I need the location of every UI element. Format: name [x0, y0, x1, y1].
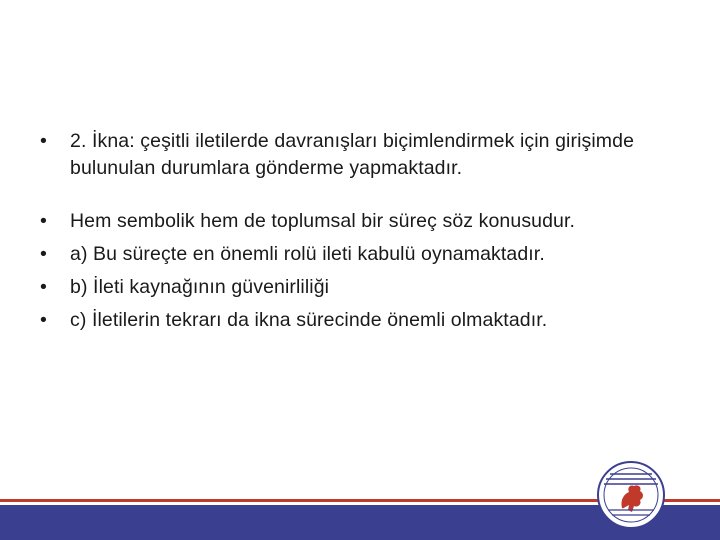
bullet-item [40, 274, 680, 301]
bullet-dot: • [40, 130, 47, 152]
bullet-dot: • [40, 243, 47, 265]
bullet-text: a) Bu süreçte en önemli rolü ileti kabulü oynamaktadır. [70, 243, 545, 265]
bullet-item [40, 128, 680, 182]
bullet-group-1 [40, 128, 680, 182]
university-seal-icon [596, 460, 666, 530]
bullet-item [40, 307, 680, 334]
bullet-text: Hem sembolik hem de toplumsal bir süreç söz konusudur. [70, 210, 576, 232]
bullet-text: b) İleti kaynağının güvenirliliği [70, 276, 330, 298]
bullet-group-2 [40, 208, 680, 334]
bullet-item [40, 208, 680, 235]
bullet-dot: • [40, 276, 47, 298]
bullet-item [40, 241, 680, 268]
bullet-dot: • [40, 309, 47, 331]
bullet-text: 2. İkna: çeşitli iletilerde davranışları biçimlendirmek için girişimde bulunulan durumlara gönderme yapmaktadır. [70, 130, 635, 179]
slide-content [40, 128, 680, 340]
bullet-text: c) İletilerin tekrarı da ikna sürecinde önemli olmaktadır. [70, 309, 548, 331]
bullet-dot: • [40, 210, 47, 232]
